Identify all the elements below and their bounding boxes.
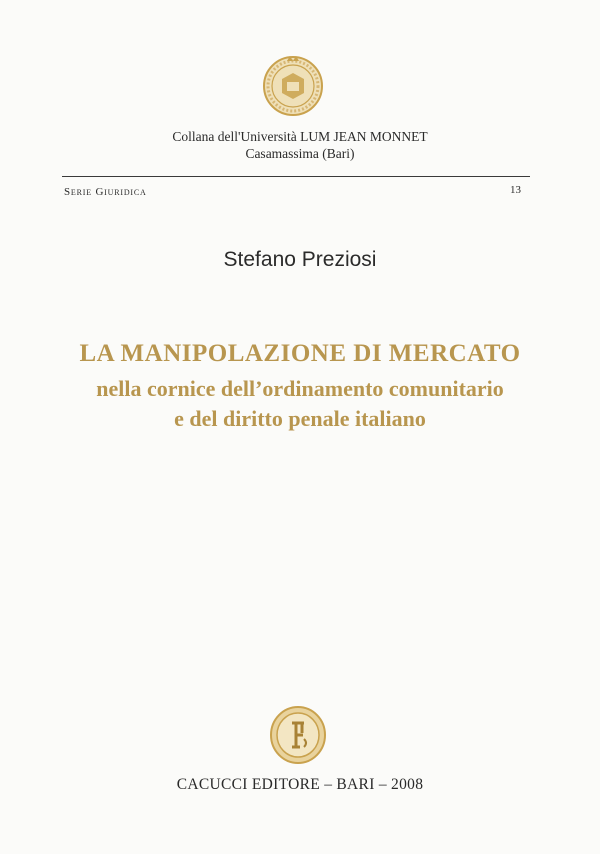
collection-line: Collana dell'Università LUM JEAN MONNET [172,129,428,144]
header-rule [62,176,530,177]
university-seal-icon [262,55,324,117]
book-subtitle-line-1: nella cornice dell’ordinamento comunitario [96,376,504,401]
publisher-line: CACUCCI EDITORE – BARI – 2008 [176,776,424,793]
location-line: Casamassima (Bari) [245,146,355,161]
book-subtitle-line-2: e del diritto penale italiano [174,406,426,431]
author-name: Stefano Preziosi [223,248,377,271]
publisher-seal-icon [268,705,328,765]
book-title: LA MANIPOLAZIONE DI MERCATO [79,340,521,367]
series-number: 13 [510,184,521,196]
series-label: Serie Giuridica [64,186,147,198]
